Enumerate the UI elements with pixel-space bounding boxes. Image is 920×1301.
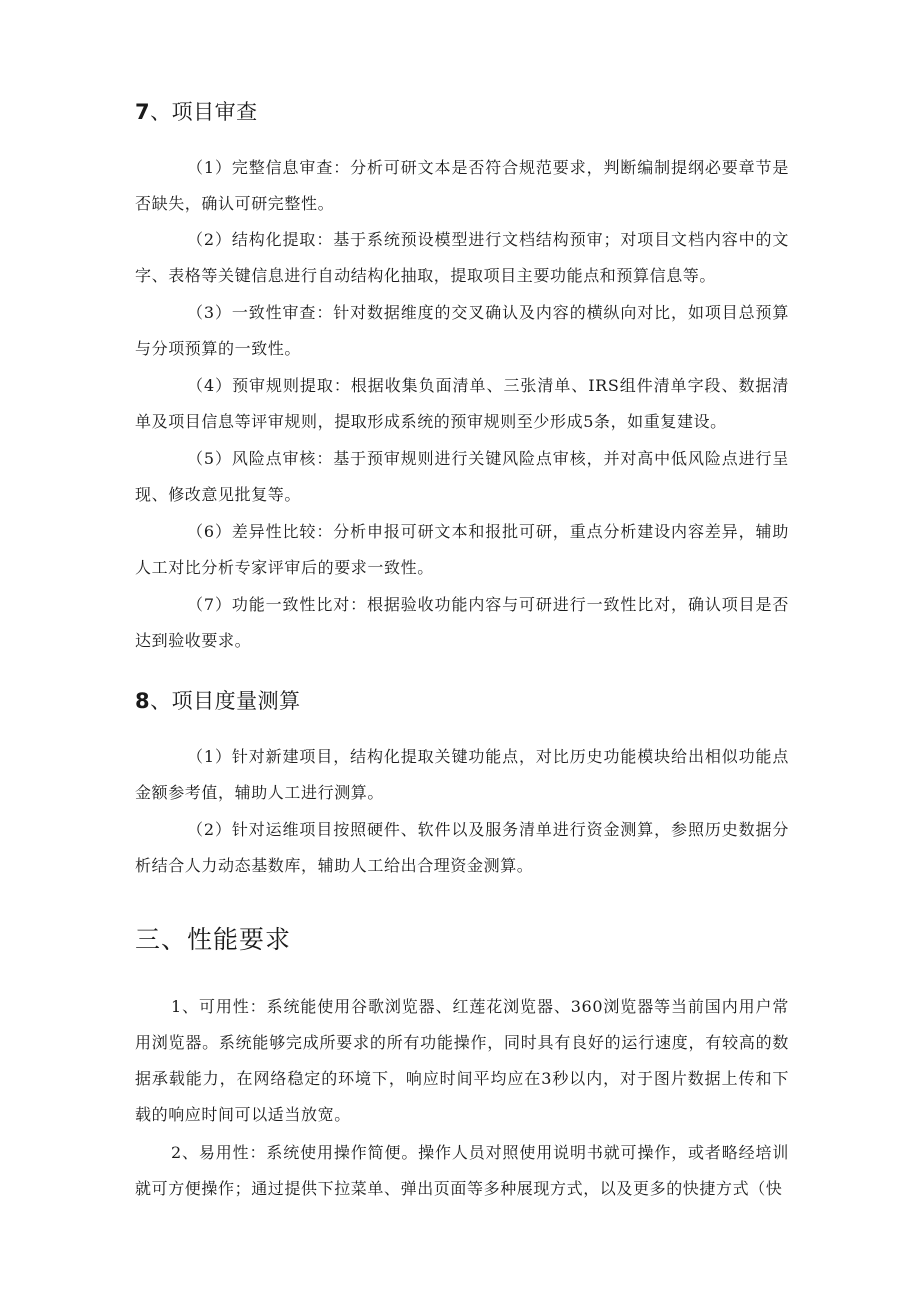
section-7-heading <box>135 96 258 126</box>
section-8-item-2: （2）针对运维项目按照硬件、软件以及服务清单进行资金测算，参照历史数据分析结合人力动态基数库，辅助人工给出合理资金测算。 <box>135 820 789 875</box>
section-7-item-1: （1）完整信息审查：分析可研文本是否符合规范要求，判断编制提纲必要章节是否缺失，确认可研完整性。 <box>135 158 789 213</box>
section-7-number: 7 <box>135 100 151 124</box>
section-7-item-7: （7）功能一致性比对：根据验收功能内容与可研进行一致性比对，确认项目是否达到验收要求。 <box>135 595 789 650</box>
section-8-number: 8 <box>135 689 151 713</box>
section-7-item-3: （3）一致性审查：针对数据维度的交叉确认及内容的横纵向对比，如项目总预算与分项预算的一致性。 <box>135 303 789 358</box>
section-8-item-1: （1）针对新建项目，结构化提取关键功能点，对比历史功能模块给出相似功能点金额参考值，辅助人工进行测算。 <box>135 747 789 802</box>
section-7-item-5: （5）风险点审核：基于预审规则进行关键风险点审核，并对高中低风险点进行呈现、修改意见批复等。 <box>135 449 789 504</box>
section-7-item-4: （4）预审规则提取：根据收集负面清单、三张清单、IRS组件清单字段、数据清单及项目信息等评审规则，提取形成系统的预审规则至少形成5条，如重复建设。 <box>135 376 789 431</box>
section-7-title: 、项目审查 <box>150 100 258 124</box>
section-7-item-2: （2）结构化提取：基于系统预设模型进行文档结构预审；对项目文档内容中的文字、表格等关键信息进行自动结构化抽取，提取项目主要功能点和预算信息等。 <box>135 230 789 285</box>
section-8-heading <box>135 685 301 715</box>
availability-paragraph: 1、可用性：系统能使用谷歌浏览器、红莲花浏览器、360浏览器等当前国内用户常用浏览器。系统能够完成所要求的所有功能操作，同时具有良好的运行速度，有较高的数据承载能力，在网络稳定的环境下，响应时间平均应在3秒以内，对于图片数据上传和下载的响应时间可以适当放宽。 <box>135 997 789 1124</box>
section-3-heading: 三、性能要求 <box>135 925 292 954</box>
section-7-item-6: （6）差异性比较：分析申报可研文本和报批可研，重点分析建设内容差异，辅助人工对比分析专家评审后的要求一致性。 <box>135 522 789 577</box>
section-8-title: 、项目度量测算 <box>150 689 301 713</box>
usability-paragraph: 2、易用性：系统使用操作简便。操作人员对照使用说明书就可操作，或者略经培训就可方便操作；通过提供下拉菜单、弹出页面等多种展现方式，以及更多的快捷方式（快 <box>135 1143 789 1198</box>
